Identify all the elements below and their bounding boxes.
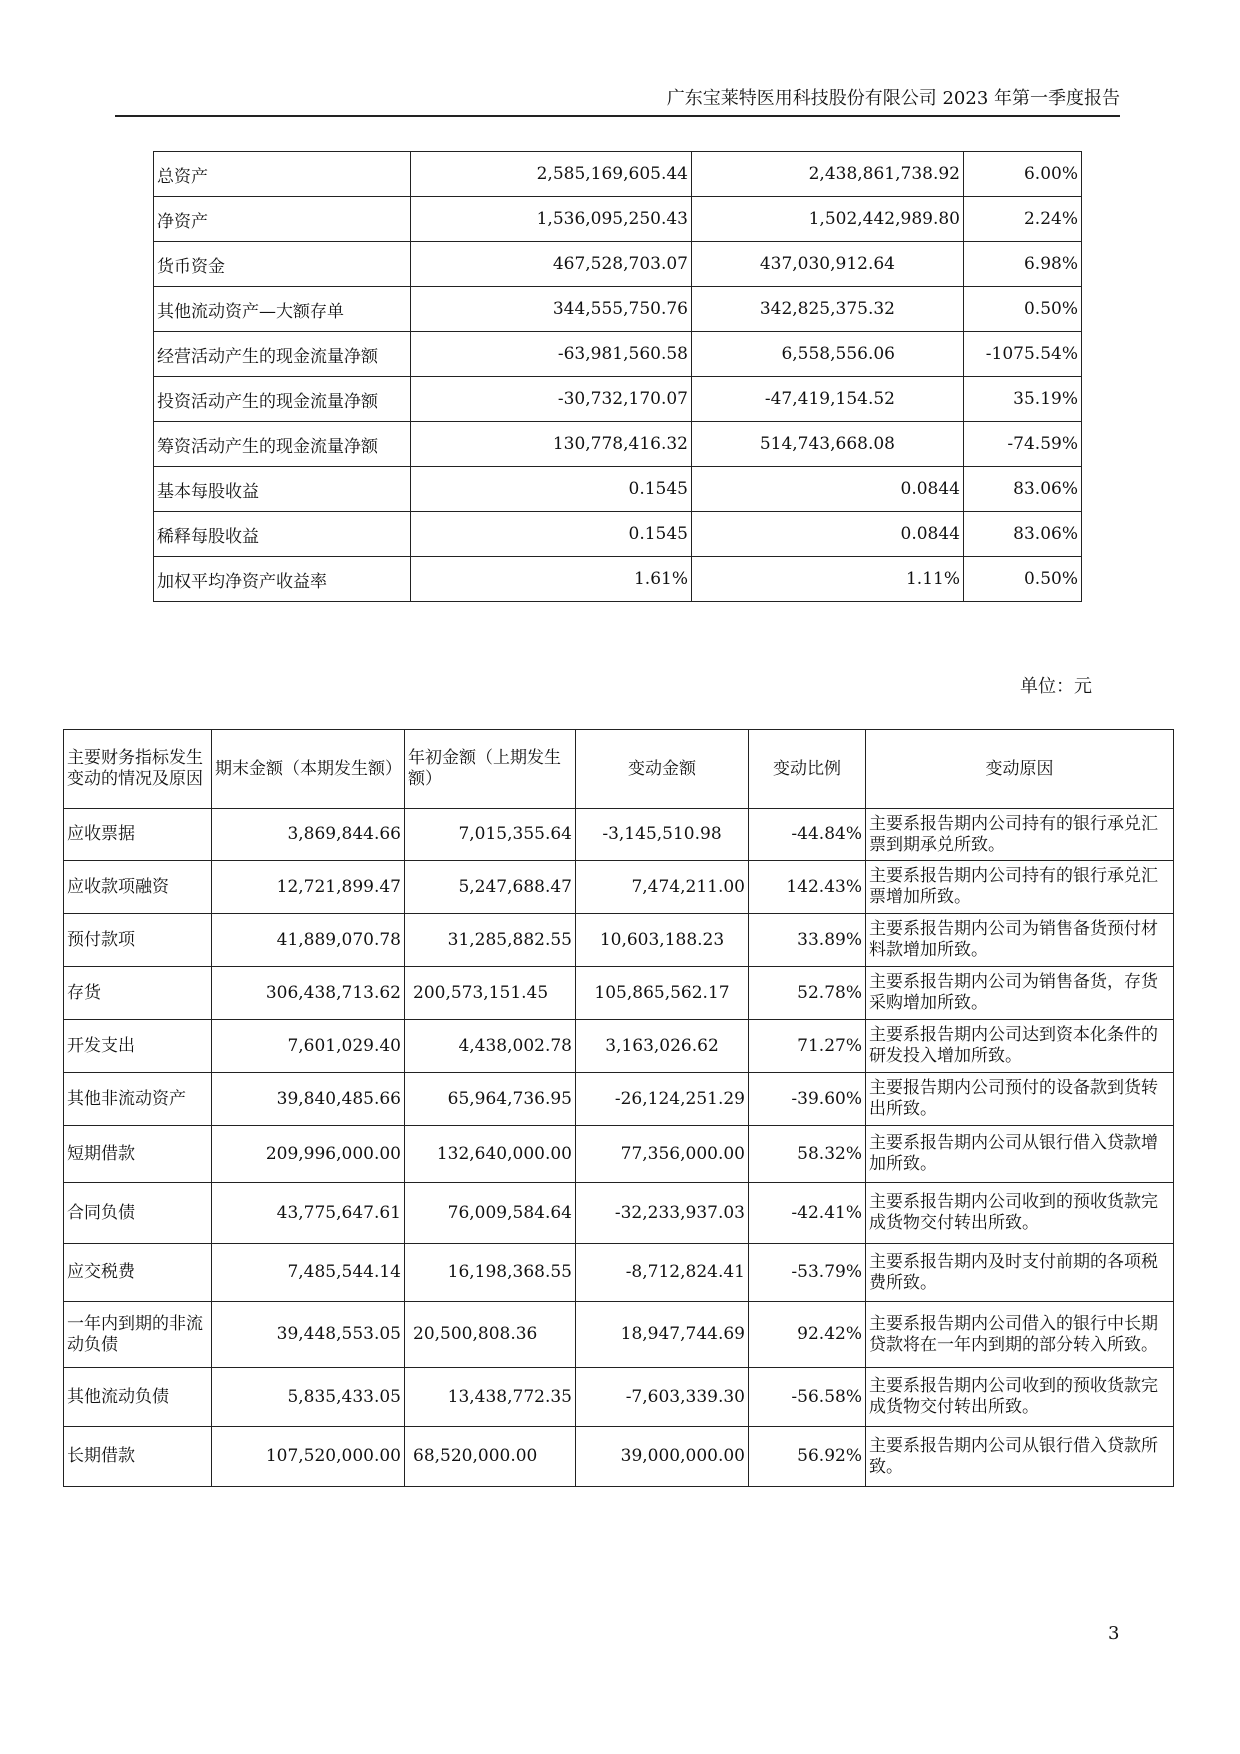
change-reason: 主要系报告期内及时支付前期的各项税费所致。: [866, 1244, 1174, 1302]
item-name: 应交税费: [64, 1244, 212, 1302]
change-ratio: -44.84%: [749, 809, 866, 861]
report-header-title: 广东宝莱特医用科技股份有限公司 2023 年第一季度报告: [666, 88, 1120, 109]
item-name: 短期借款: [64, 1126, 212, 1183]
change-ratio: 33.89%: [749, 914, 866, 967]
prior-period-value: -47,419,154.52: [692, 377, 964, 422]
end-amount: 209,996,000.00: [212, 1126, 405, 1183]
header-change-reason: 变动原因: [866, 730, 1174, 809]
begin-amount: 200,573,151.45: [405, 967, 576, 1020]
change-ratio: 71.27%: [749, 1020, 866, 1073]
item-name: 合同负债: [64, 1183, 212, 1244]
begin-amount: 65,964,736.95: [405, 1073, 576, 1126]
table-row: [154, 287, 1082, 332]
current-period-value: -30,732,170.07: [411, 377, 692, 422]
header-item: 主要财务指标发生变动的情况及原因: [64, 730, 212, 809]
end-amount: 306,438,713.62: [212, 967, 405, 1020]
change-percent: 0.50%: [964, 287, 1082, 332]
table-row: [154, 197, 1082, 242]
prior-period-value: 342,825,375.32: [692, 287, 964, 332]
change-reason: 主要系报告期内公司从银行借入贷款所致。: [866, 1427, 1174, 1487]
change-ratio: -53.79%: [749, 1244, 866, 1302]
indicator-label: 筹资活动产生的现金流量净额: [154, 422, 411, 467]
end-amount: 12,721,899.47: [212, 861, 405, 914]
change-amount: 105,865,562.17: [576, 967, 749, 1020]
table-row: [64, 809, 1174, 861]
indicator-label: 基本每股收益: [154, 467, 411, 512]
change-reason: 主要系报告期内公司收到的预收货款完成货物交付转出所致。: [866, 1368, 1174, 1427]
item-name: 预付款项: [64, 914, 212, 967]
current-period-value: 467,528,703.07: [411, 242, 692, 287]
end-amount: 3,869,844.66: [212, 809, 405, 861]
prior-period-value: 1.11%: [692, 557, 964, 602]
begin-amount: 68,520,000.00: [405, 1427, 576, 1487]
table-row: [154, 512, 1082, 557]
item-name: 存货: [64, 967, 212, 1020]
change-amount: -26,124,251.29: [576, 1073, 749, 1126]
change-percent: 35.19%: [964, 377, 1082, 422]
change-ratio: 58.32%: [749, 1126, 866, 1183]
table-row: [154, 377, 1082, 422]
table-row: [154, 467, 1082, 512]
change-amount: -8,712,824.41: [576, 1244, 749, 1302]
table-row: [64, 861, 1174, 914]
change-percent: 0.50%: [964, 557, 1082, 602]
change-amount: -32,233,937.03: [576, 1183, 749, 1244]
begin-amount: 5,247,688.47: [405, 861, 576, 914]
end-amount: 7,485,544.14: [212, 1244, 405, 1302]
change-reason: 主要系报告期内公司借入的银行中长期贷款将在一年内到期的部分转入所致。: [866, 1302, 1174, 1368]
change-ratio: 52.78%: [749, 967, 866, 1020]
end-amount: 7,601,029.40: [212, 1020, 405, 1073]
change-amount: 18,947,744.69: [576, 1302, 749, 1368]
end-amount: 43,775,647.61: [212, 1183, 405, 1244]
prior-period-value: 1,502,442,989.80: [692, 197, 964, 242]
table-row: [64, 1368, 1174, 1427]
table-row: [154, 422, 1082, 467]
header-change-ratio: 变动比例: [749, 730, 866, 809]
end-amount: 39,448,553.05: [212, 1302, 405, 1368]
prior-period-value: 514,743,668.08: [692, 422, 964, 467]
begin-amount: 4,438,002.78: [405, 1020, 576, 1073]
change-amount: 39,000,000.00: [576, 1427, 749, 1487]
indicator-label: 经营活动产生的现金流量净额: [154, 332, 411, 377]
change-percent: 83.06%: [964, 512, 1082, 557]
change-amount: -7,603,339.30: [576, 1368, 749, 1427]
change-ratio: 142.43%: [749, 861, 866, 914]
begin-amount: 31,285,882.55: [405, 914, 576, 967]
change-amount: 77,356,000.00: [576, 1126, 749, 1183]
header-change-amount: 变动金额: [576, 730, 749, 809]
header-divider: [115, 115, 1120, 117]
table-row: [64, 1302, 1174, 1368]
indicator-label: 投资活动产生的现金流量净额: [154, 377, 411, 422]
change-percent: -74.59%: [964, 422, 1082, 467]
table-row: [154, 242, 1082, 287]
page-number: 3: [1108, 1623, 1120, 1644]
begin-amount: 7,015,355.64: [405, 809, 576, 861]
header-end-amount: 期末金额（本期发生额）: [212, 730, 405, 809]
begin-amount: 13,438,772.35: [405, 1368, 576, 1427]
current-period-value: -63,981,560.58: [411, 332, 692, 377]
current-period-value: 0.1545: [411, 467, 692, 512]
table-row: [64, 1244, 1174, 1302]
change-amount: 3,163,026.62: [576, 1020, 749, 1073]
key-indicators-table: [153, 151, 1082, 602]
table-row: [64, 1183, 1174, 1244]
change-reason: 主要系报告期内公司达到资本化条件的研发投入增加所致。: [866, 1020, 1174, 1073]
indicator-label: 净资产: [154, 197, 411, 242]
current-period-value: 344,555,750.76: [411, 287, 692, 332]
change-percent: 6.00%: [964, 152, 1082, 197]
item-name: 开发支出: [64, 1020, 212, 1073]
prior-period-value: 6,558,556.06: [692, 332, 964, 377]
table-row: [154, 152, 1082, 197]
table-row: [64, 1427, 1174, 1487]
table-row: [154, 332, 1082, 377]
end-amount: 39,840,485.66: [212, 1073, 405, 1126]
begin-amount: 76,009,584.64: [405, 1183, 576, 1244]
item-name: 应收款项融资: [64, 861, 212, 914]
current-period-value: 0.1545: [411, 512, 692, 557]
prior-period-value: 0.0844: [692, 467, 964, 512]
indicator-label: 总资产: [154, 152, 411, 197]
item-name: 应收票据: [64, 809, 212, 861]
indicator-label: 稀释每股收益: [154, 512, 411, 557]
begin-amount: 132,640,000.00: [405, 1126, 576, 1183]
change-amount: 7,474,211.00: [576, 861, 749, 914]
table-row: [64, 1020, 1174, 1073]
prior-period-value: 2,438,861,738.92: [692, 152, 964, 197]
header-begin-amount: 年初金额（上期发生额）: [405, 730, 576, 809]
change-percent: 83.06%: [964, 467, 1082, 512]
item-name: 其他流动负债: [64, 1368, 212, 1427]
item-name: 长期借款: [64, 1427, 212, 1487]
table-header-row: [64, 730, 1174, 809]
begin-amount: 20,500,808.36: [405, 1302, 576, 1368]
table-row: [64, 914, 1174, 967]
change-reason: 主要报告期内公司预付的设备款到货转出所致。: [866, 1073, 1174, 1126]
change-reason: 主要系报告期内公司为销售备货预付材料款增加所致。: [866, 914, 1174, 967]
change-analysis-table: [63, 729, 1174, 1487]
change-amount: 10,603,188.23: [576, 914, 749, 967]
end-amount: 5,835,433.05: [212, 1368, 405, 1427]
change-ratio: -42.41%: [749, 1183, 866, 1244]
table-row: [154, 557, 1082, 602]
change-ratio: -56.58%: [749, 1368, 866, 1427]
current-period-value: 2,585,169,605.44: [411, 152, 692, 197]
current-period-value: 1.61%: [411, 557, 692, 602]
current-period-value: 1,536,095,250.43: [411, 197, 692, 242]
change-reason: 主要系报告期内公司持有的银行承兑汇票到期承兑所致。: [866, 809, 1174, 861]
change-ratio: 56.92%: [749, 1427, 866, 1487]
current-period-value: 130,778,416.32: [411, 422, 692, 467]
end-amount: 107,520,000.00: [212, 1427, 405, 1487]
table-row: [64, 967, 1174, 1020]
change-percent: 6.98%: [964, 242, 1082, 287]
change-amount: -3,145,510.98: [576, 809, 749, 861]
change-reason: 主要系报告期内公司从银行借入贷款增加所致。: [866, 1126, 1174, 1183]
table-row: [64, 1073, 1174, 1126]
change-ratio: -39.60%: [749, 1073, 866, 1126]
change-reason: 主要系报告期内公司为销售备货，存货采购增加所致。: [866, 967, 1174, 1020]
prior-period-value: 437,030,912.64: [692, 242, 964, 287]
change-reason: 主要系报告期内公司持有的银行承兑汇票增加所致。: [866, 861, 1174, 914]
change-percent: 2.24%: [964, 197, 1082, 242]
indicator-label: 货币资金: [154, 242, 411, 287]
begin-amount: 16,198,368.55: [405, 1244, 576, 1302]
change-percent: -1075.54%: [964, 332, 1082, 377]
table-row: [64, 1126, 1174, 1183]
indicator-label: 其他流动资产—大额存单: [154, 287, 411, 332]
end-amount: 41,889,070.78: [212, 914, 405, 967]
unit-label: 单位：元: [1020, 676, 1092, 697]
change-ratio: 92.42%: [749, 1302, 866, 1368]
item-name: 其他非流动资产: [64, 1073, 212, 1126]
item-name: 一年内到期的非流动负债: [64, 1302, 212, 1368]
change-reason: 主要系报告期内公司收到的预收货款完成货物交付转出所致。: [866, 1183, 1174, 1244]
indicator-label: 加权平均净资产收益率: [154, 557, 411, 602]
prior-period-value: 0.0844: [692, 512, 964, 557]
